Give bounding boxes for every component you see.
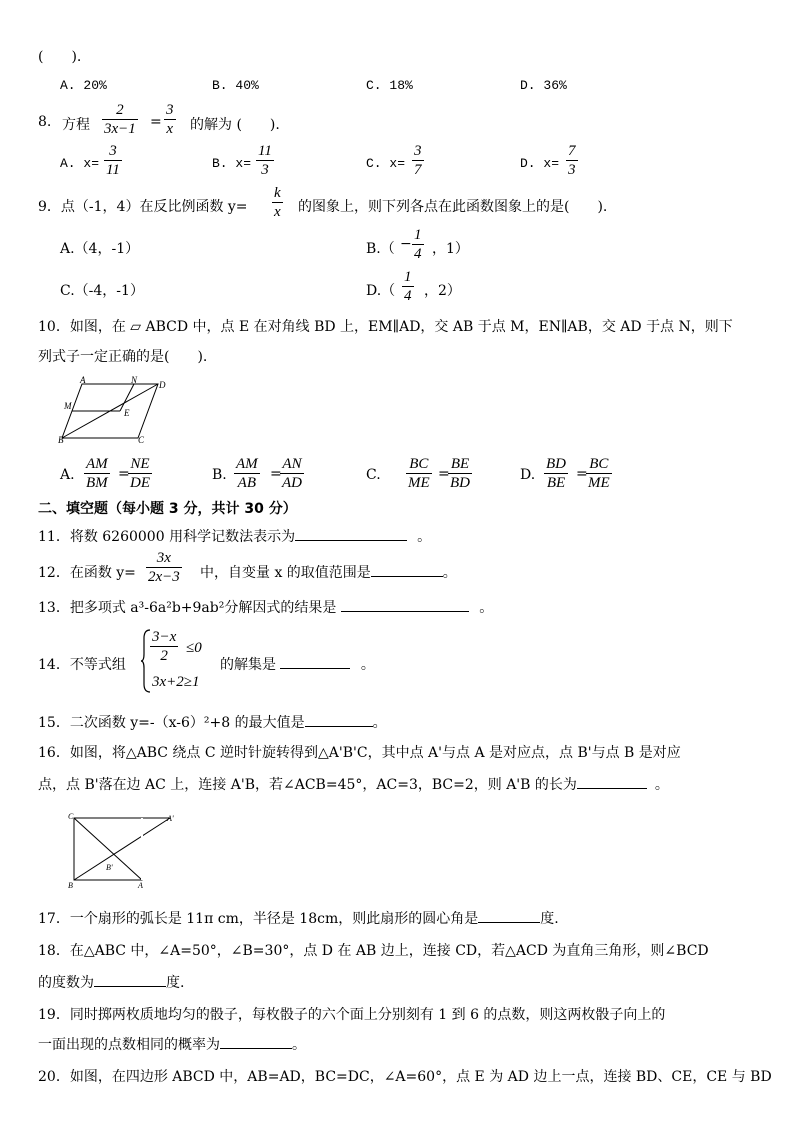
- q8-number: 8.: [38, 114, 52, 130]
- q11-text: 11．将数 6260000 用科学记数法表示为 。: [38, 526, 431, 546]
- q9-fraction: $\frac{k}{x}$: [274, 185, 281, 220]
- q16-label-b-prime: B': [106, 863, 113, 872]
- q8-option-a-fraction: $\frac{3}{11}$: [106, 143, 120, 178]
- q18-blank[interactable]: [94, 972, 166, 987]
- q9-option-b-label: B.（: [366, 241, 395, 257]
- q14-line1-fraction: $\frac{3-x}{2}$: [152, 629, 177, 664]
- q16-label-c: C: [68, 812, 74, 821]
- q12-lead: 12．在函数 y=: [38, 565, 136, 581]
- q10-option-b-label: B.: [212, 467, 227, 483]
- q10-label-n: N: [131, 376, 138, 385]
- q10-option-c-equals: =: [438, 466, 450, 482]
- q14-line2: 3x+2≥1: [152, 674, 200, 690]
- q14-lead: 14．不等式组: [38, 657, 126, 673]
- q9-option-d-fraction: $\frac{1}{4}$: [404, 269, 412, 304]
- q14-line1-relation: ≤0: [186, 640, 202, 656]
- q13-text: 13．把多项式 a³-6a²b+9ab²分解因式的结果是 。: [38, 597, 493, 617]
- q16-line2: 点，点 B'落在边 AC 上，连接 A'B，若∠ACB=45°，AC=3，BC=2，则 A'B 的长为 。: [38, 774, 669, 794]
- q10-option-a-label: A.: [60, 467, 75, 483]
- q7-stem-tail: ( ).: [38, 49, 82, 65]
- q10-parallelogram-figure: [58, 376, 174, 444]
- q10-label-m: M: [64, 401, 72, 411]
- q10-option-d-label: D.: [520, 467, 536, 483]
- q10-option-d-left: $\frac{BD}{BE}$: [546, 456, 566, 491]
- q20-line1: 20．如图，在四边形 ABCD 中，AB=AD，BC=DC，∠A=60°，点 E 为 AD 边上一点，连接 BD、CE，CE 与 BD: [38, 1069, 772, 1085]
- q10-label-e: E: [124, 408, 130, 418]
- q9-option-d-label: D.（: [366, 283, 396, 299]
- q7-option-a: A. 20%: [60, 78, 107, 93]
- q10-option-d-right: $\frac{BC}{ME}$: [588, 456, 610, 491]
- q16-label-a: A: [138, 881, 143, 890]
- q8-equals: =: [150, 114, 162, 130]
- q10-label-b: B: [58, 435, 64, 444]
- q17-text: 17．一个扇形的弧长是 11π cm，半径是 18cm，则此扇形的圆心角是 度.: [38, 908, 559, 928]
- q18-line1: 18．在△ABC 中，∠A=50°，∠B=30°，点 D 在 AB 边上，连接 CD，若△ACD 为直角三角形，则∠BCD: [38, 943, 709, 959]
- section2-title: 二、填空题（每小题 3 分，共计 30 分）: [38, 501, 297, 517]
- q14-blank[interactable]: [280, 654, 350, 669]
- q10-option-c-left: $\frac{BC}{ME}$: [408, 456, 430, 491]
- q17-blank[interactable]: [478, 908, 540, 923]
- q8-option-c-label: C. x=: [366, 156, 406, 171]
- q15-text: 15．二次函数 y=-（x-6）²+8 的最大值是 。: [38, 712, 387, 732]
- q7-option-c: C. 18%: [366, 78, 413, 93]
- q16-line1: 16．如图，将△ABC 绕点 C 逆时针旋转得到△A'B'C，其中点 A'与点 A 是对应点，点 B'与点 B 是对应: [38, 745, 681, 761]
- q8-option-c-fraction: $\frac{3}{7}$: [414, 143, 422, 178]
- q7-option-d: D. 36%: [520, 78, 567, 93]
- q16-blank[interactable]: [577, 774, 647, 789]
- q15-blank[interactable]: [305, 712, 373, 727]
- q8-rhs-fraction: $\frac{3}{x}$: [166, 102, 174, 137]
- q9-lead: 9．点（-1，4）在反比例函数 y=: [38, 199, 248, 215]
- q10-option-d-equals: =: [576, 466, 588, 482]
- q10-option-b-equals: =: [270, 466, 282, 482]
- q19-line2: 一面出现的点数相同的概率为 。: [38, 1034, 306, 1054]
- q10-option-a-equals: =: [118, 466, 130, 482]
- q14-tail: 的解集是 。: [220, 654, 375, 674]
- q16-label-a-prime: A': [167, 814, 174, 823]
- q8-option-b-label: B. x=: [212, 156, 252, 171]
- q9-option-c: C.（-4，-1）: [60, 283, 144, 299]
- q10-line2: 列式子一定正确的是( ).: [38, 349, 208, 365]
- q9-option-b-tail: ，1）: [432, 241, 469, 257]
- q10-option-b-left: $\frac{AM}{AB}$: [236, 456, 258, 491]
- q8-option-d-fraction: $\frac{7}{3}$: [568, 143, 576, 178]
- q10-line1: 10．如图，在 ▱ ABCD 中，点 E 在对角线 BD 上，EM∥AD，交 AB 于点 M，EN∥AB，交 AD 于点 N，则下: [38, 319, 733, 335]
- q18-line2: 的度数为 度.: [38, 972, 184, 992]
- q16-label-b: B: [68, 881, 73, 890]
- q10-option-c-right: $\frac{BE}{BD}$: [450, 456, 470, 491]
- q19-line1: 19．同时掷两枚质地均匀的骰子，每枚骰子的六个面上分别刻有 1 到 6 的点数，则这两枚骰子向上的: [38, 1007, 666, 1023]
- q8-option-d-label: D. x=: [520, 156, 560, 171]
- q16-rotation-figure: [66, 812, 178, 892]
- q10-label-d: D: [159, 380, 166, 390]
- q8-lhs-fraction: $\frac{2}{3x-1}$: [104, 102, 136, 137]
- q9-option-d-tail: ，2）: [424, 283, 461, 299]
- q12-tail: 中，自变量 x 的取值范围是 。: [200, 562, 457, 582]
- q9-tail: 的图象上，则下列各点在此函数图象上的是( ).: [298, 199, 608, 215]
- q8-lead: 方程: [62, 117, 90, 133]
- q9-option-b-fraction: $\frac{1}{4}$: [414, 227, 422, 262]
- q13-blank[interactable]: [341, 597, 469, 612]
- q10-option-a-right: $\frac{NE}{DE}$: [130, 456, 150, 491]
- q8-option-a-label: A. x=: [60, 156, 100, 171]
- q7-option-b: B. 40%: [212, 78, 259, 93]
- q11-blank[interactable]: [295, 526, 407, 541]
- q10-label-a: A: [80, 376, 86, 385]
- q8-option-b-fraction: $\frac{11}{3}$: [258, 143, 272, 178]
- q10-option-a-left: $\frac{AM}{BM}$: [86, 456, 108, 491]
- q10-option-b-right: $\frac{AN}{AD}$: [282, 456, 302, 491]
- q12-blank[interactable]: [371, 562, 443, 577]
- q8-tail: 的解为 ( ).: [190, 117, 280, 133]
- q10-label-c: C: [138, 435, 145, 444]
- q12-fraction: $\frac{3x}{2x-3}$: [148, 550, 180, 585]
- q10-option-c-label: C.: [366, 467, 381, 483]
- q19-blank[interactable]: [220, 1034, 292, 1049]
- q9-option-a: A.（4，-1）: [60, 241, 140, 257]
- q9-option-b-sign: −: [400, 236, 412, 252]
